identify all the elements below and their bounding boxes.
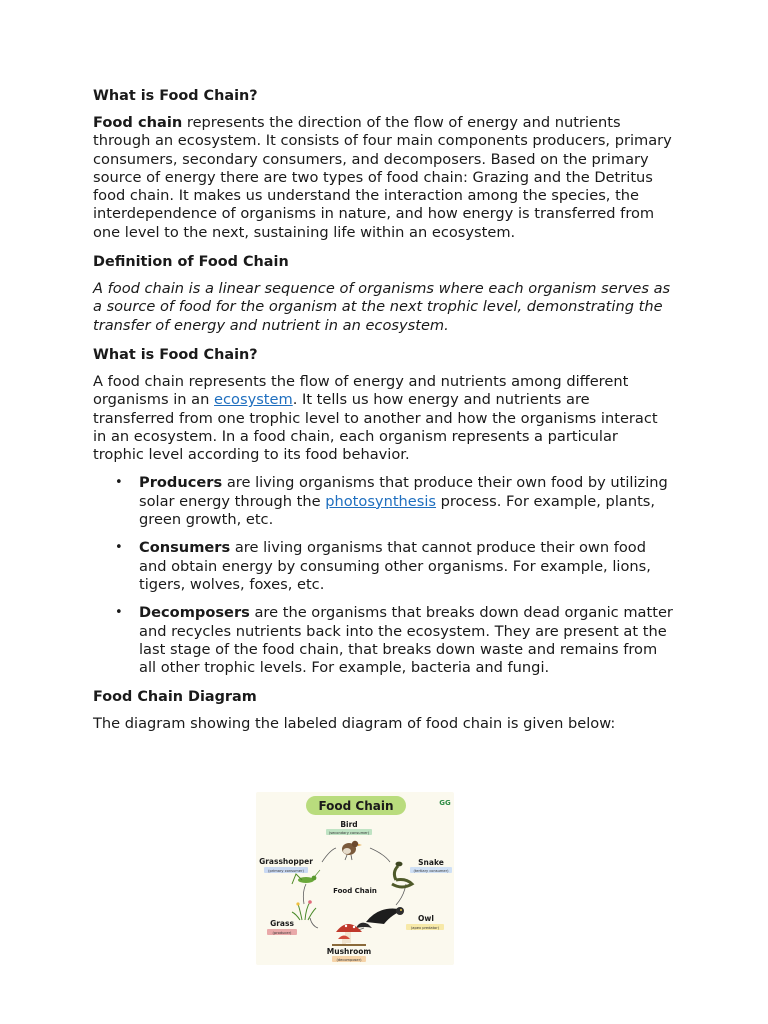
arrow-mushroom-grass bbox=[310, 918, 318, 928]
food-chain-diagram bbox=[256, 792, 454, 965]
mushroom-role: (decomposer) bbox=[336, 958, 362, 962]
heading-what-is-food-chain: What is Food Chain? bbox=[93, 88, 258, 104]
list-item-producers bbox=[93, 474, 673, 529]
heading-what-is-food-chain-2: What is Food Chain? bbox=[93, 346, 258, 363]
snake-role: (tertiary consumer) bbox=[413, 869, 449, 873]
arrow-bird-snake bbox=[370, 848, 390, 862]
arrow-grass-grasshopper bbox=[303, 884, 306, 904]
center-label: Food Chain bbox=[333, 887, 377, 895]
logo-icon: GG bbox=[439, 799, 451, 807]
term-producers: Producers bbox=[139, 474, 223, 492]
list-item-decomposers bbox=[93, 604, 673, 677]
explanation-text-1: A food chain represents the flow of energy and nutrients among different organisms in an bbox=[93, 372, 629, 409]
grass-role: (producer) bbox=[272, 931, 292, 935]
bird-icon bbox=[342, 841, 362, 860]
snake-label: Snake bbox=[418, 858, 444, 867]
producers-text-1: are living organisms that produce their own food by utilizing solar energy through the bbox=[139, 474, 668, 510]
term-food-chain: Food chain bbox=[93, 114, 183, 131]
decomposers-text: are the organisms that breaks down dead organic matter and recycles nutrients back into the ecosystem. They are present at the last stage of the food chain, that breaks down waste and remains from all other trophic levels. For example, bacteria and fungi. bbox=[139, 604, 673, 677]
grasshopper-label: Grasshopper bbox=[259, 857, 313, 866]
bird-label: Bird bbox=[340, 820, 358, 829]
intro-paragraph bbox=[93, 114, 673, 242]
photosynthesis-link[interactable]: photosynthesis bbox=[325, 492, 437, 510]
explanation-text-2: . It tells us how energy and nutrients are transferred from one trophic level to another and how the organisms interact in an ecosystem. In a food chain, each organism represents a particular trophic level according to its food behavior. bbox=[93, 391, 658, 464]
owl-role: (apex predator) bbox=[410, 926, 440, 930]
definition-text: A food chain is a linear sequence of organisms where each organism serves as a source of food for the organism at the next trophic level, demonstrating the transfer of energy and nutrient in an ecosystem. bbox=[93, 280, 671, 334]
explanation-paragraph bbox=[93, 373, 673, 464]
producers-text-2: process. For example, plants, green growth, etc. bbox=[139, 492, 656, 529]
owl-icon bbox=[356, 907, 404, 928]
bird-role: (secondary consumer) bbox=[328, 831, 370, 835]
consumers-text: are living organisms that cannot produce their own food and obtain energy by consuming other organisms. For example, lions, tigers, wolves, foxes, etc. bbox=[139, 539, 651, 593]
term-consumers: Consumers bbox=[139, 539, 231, 557]
grass-label: Grass bbox=[270, 919, 294, 928]
article bbox=[93, 86, 673, 734]
arrow-grasshopper-bird bbox=[322, 848, 336, 862]
intro-text: represents the direction of the flow of energy and nutrients through an ecosystem. It consists of four main components producers, primary consumers, secondary consumers, and decomposers. Based on the primary source of energy there are two types of food chain: Grazing and the Detritus food chain. It makes us understand the interaction among the species, the interdependence of organisms in nature, and how energy is transferred from one level to the next, sustaining life within an ecosystem. bbox=[93, 114, 672, 241]
ecosystem-link[interactable]: ecosystem bbox=[214, 391, 293, 409]
heading-definition: Definition of Food Chain bbox=[93, 254, 289, 271]
owl-label: Owl bbox=[418, 914, 434, 923]
components-list bbox=[93, 474, 673, 677]
food-chain-svg bbox=[256, 792, 454, 965]
heading-food-chain-diagram: Food Chain Diagram bbox=[93, 689, 257, 706]
diagram-title: Food Chain bbox=[318, 799, 394, 813]
list-item-consumers bbox=[93, 539, 673, 594]
mushroom-label: Mushroom bbox=[326, 947, 372, 956]
snake-icon bbox=[392, 862, 412, 887]
term-decomposers: Decomposers bbox=[139, 604, 250, 622]
grasshopper-role: (primary consumer) bbox=[268, 869, 304, 873]
diagram-intro: The diagram showing the labeled diagram of food chain is given below: bbox=[93, 715, 616, 733]
mushroom-icon bbox=[332, 924, 366, 946]
